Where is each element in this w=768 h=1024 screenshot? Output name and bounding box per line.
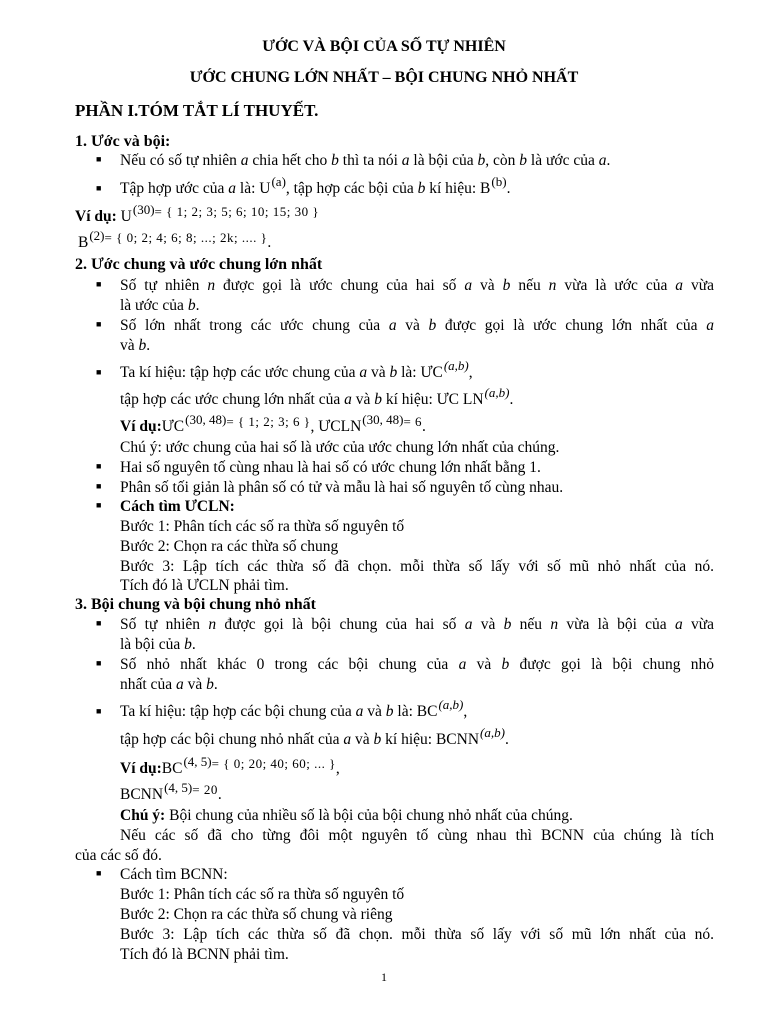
s2-bullet-3-line-2: tập hợp các ước chung lớn nhất của a và b kí hiệu: ƯC LN$^{(a,b)}$. [120, 385, 514, 408]
s3-note: Chú ý: Bội chung của nhiều số là bội của bội chung nhỏ nhất của chúng. [120, 807, 573, 824]
s1-example-u: Ví dụ: $U^{(30)= \{ 1; 2; 3; 5; 6; 10; 15; 30 \}}$ [75, 202, 320, 225]
s3-step-3b: Tích đó là BCNN phải tìm. [120, 946, 289, 963]
doc-title-2: ƯỚC CHUNG LỚN NHẤT – BỘI CHUNG NHỎ NHẤT [189, 69, 579, 86]
s3-step-3: Bước 3: Lập tích các thừa số đã chọn. mỗi thừa số lấy với số mũ lớn nhất của nó. [120, 926, 714, 943]
s2-note: Chú ý: ước chung của hai số là ước của ước chung lớn nhất của chúng. [120, 439, 560, 456]
s2-bullet-6: Cách tìm ƯCLN: [120, 498, 235, 515]
bullet-icon: ■ [96, 658, 102, 668]
bullet-icon: ■ [96, 367, 102, 377]
s3-note-2-line-2: của các số đó. [75, 847, 162, 864]
s3-step-1: Bước 1: Phân tích các số ra thừa số nguyên tố [120, 886, 405, 903]
s1-bullet-2: Tập hợp ước của a là: $U^{(a)}$, tập hợp các bội của b kí hiệu: $B^{(b)}$. [120, 174, 511, 197]
bullet-icon: ■ [96, 481, 102, 491]
s3-example-bc: Ví $dụ:BC^{(4, 5)= \{ 0; 20; 40; 60; ... \}}$, [120, 754, 340, 777]
section-1-heading: 1. Ước và bội: [75, 133, 171, 150]
bullet-icon: ■ [96, 618, 102, 628]
bullet-icon: ■ [96, 500, 102, 510]
page-number: 1 [381, 970, 387, 984]
s2-bullet-1-line-2: là ước của b. [120, 297, 200, 314]
bullet-icon: ■ [96, 706, 102, 716]
s2-step-3b: Tích đó là ƯCLN phải tìm. [120, 577, 289, 594]
s3-bullet-1-line-2: là bội của b. [120, 636, 196, 653]
doc-title-1: ƯỚC VÀ BỘI CỦA SỐ TỰ NHIÊN [262, 38, 506, 55]
s2-step-3: Bước 3: Lập tích các thừa số đã chọn. mỗi thừa số lấy với số mũ nhỏ nhất của nó. [120, 558, 714, 575]
s2-bullet-5: Phân số tối giản là phân số có tử và mẫu là hai số nguyên tố cùng nhau. [120, 479, 564, 496]
s2-step-1: Bước 1: Phân tích các số ra thừa số nguyên tố [120, 518, 405, 535]
bullet-icon: ■ [96, 154, 102, 164]
s1-example-b: $B^{(2)= \{ 0; 2; 4; 6; 8; ...; 2k; .... \}}$. [78, 228, 272, 251]
s2-bullet-3-line-1: Ta kí hiệu: tập hợp các ước chung của a và b là: ƯC$^{(a,b)}$, [120, 358, 473, 381]
s2-bullet-2-line-2: và b. [120, 337, 151, 354]
s3-bullet-4: Cách tìm BCNN: [120, 866, 228, 883]
bullet-icon: ■ [96, 868, 102, 878]
part-heading: PHẦN I.TÓM TẮT LÍ THUYẾT. [75, 101, 319, 120]
bullet-icon: ■ [96, 319, 102, 329]
s3-bullet-1-line-1: Số tự nhiên n được gọi là bội chung của hai số a và b nếu n vừa là bội của a vừa [120, 616, 715, 633]
s3-bullet-3-line-2: tập hợp các bội chung nhỏ nhất của a và b kí hiệu: BCNN$^{(a,b)}$. [120, 725, 509, 748]
section-2-heading: 2. Ước chung và ước chung lớn nhất [75, 256, 323, 273]
s3-step-2: Bước 2: Chọn ra các thừa số chung và riêng [120, 906, 393, 923]
bullet-icon: ■ [96, 279, 102, 289]
s2-step-2: Bước 2: Chọn ra các thừa số chung [120, 538, 339, 555]
s3-example-bcnn: $BCNN^{(4, 5)= 20}$. [120, 780, 222, 803]
s2-bullet-2-line-1: Số lớn nhất trong các ước chung của a và b được gọi là ước chung lớn nhất của a [120, 317, 714, 334]
s1-bullet-1: Nếu có số tự nhiên a chia hết cho b thì ta nói a là bội của b, còn b là ước của a. [120, 152, 611, 169]
bullet-icon: ■ [96, 183, 102, 193]
section-3-heading: 3. Bội chung và bội chung nhỏ nhất [75, 596, 316, 613]
s3-bullet-2-line-1: Số nhỏ nhất khác 0 trong các bội chung của a và b được gọi là bội chung nhỏ [120, 656, 714, 673]
s2-bullet-4: Hai số nguyên tố cùng nhau là hai số có ước chung lớn nhất bằng 1. [120, 459, 541, 476]
bullet-icon: ■ [96, 461, 102, 471]
s3-bullet-3-line-1: Ta kí hiệu: tập hợp các bội chung của a và b là: BC$^{(a,b)}$, [120, 697, 468, 720]
s3-note-2-line-1: Nếu các số đã cho từng đôi một nguyên tố cùng nhau thì BCNN của chúng là tích [120, 827, 714, 844]
s2-example: Ví $dụ:ƯC^{(30, 48)= \{ 1; 2; 3; 6 \}}$, $ƯCLN^{(30, 48)= 6}$. [120, 412, 426, 435]
s3-bullet-2-line-2: nhất của a và b. [120, 676, 218, 693]
s2-bullet-1-line-1: Số tự nhiên n được gọi là ước chung của hai số a và b nếu n vừa là ước của a vừa [120, 277, 715, 294]
